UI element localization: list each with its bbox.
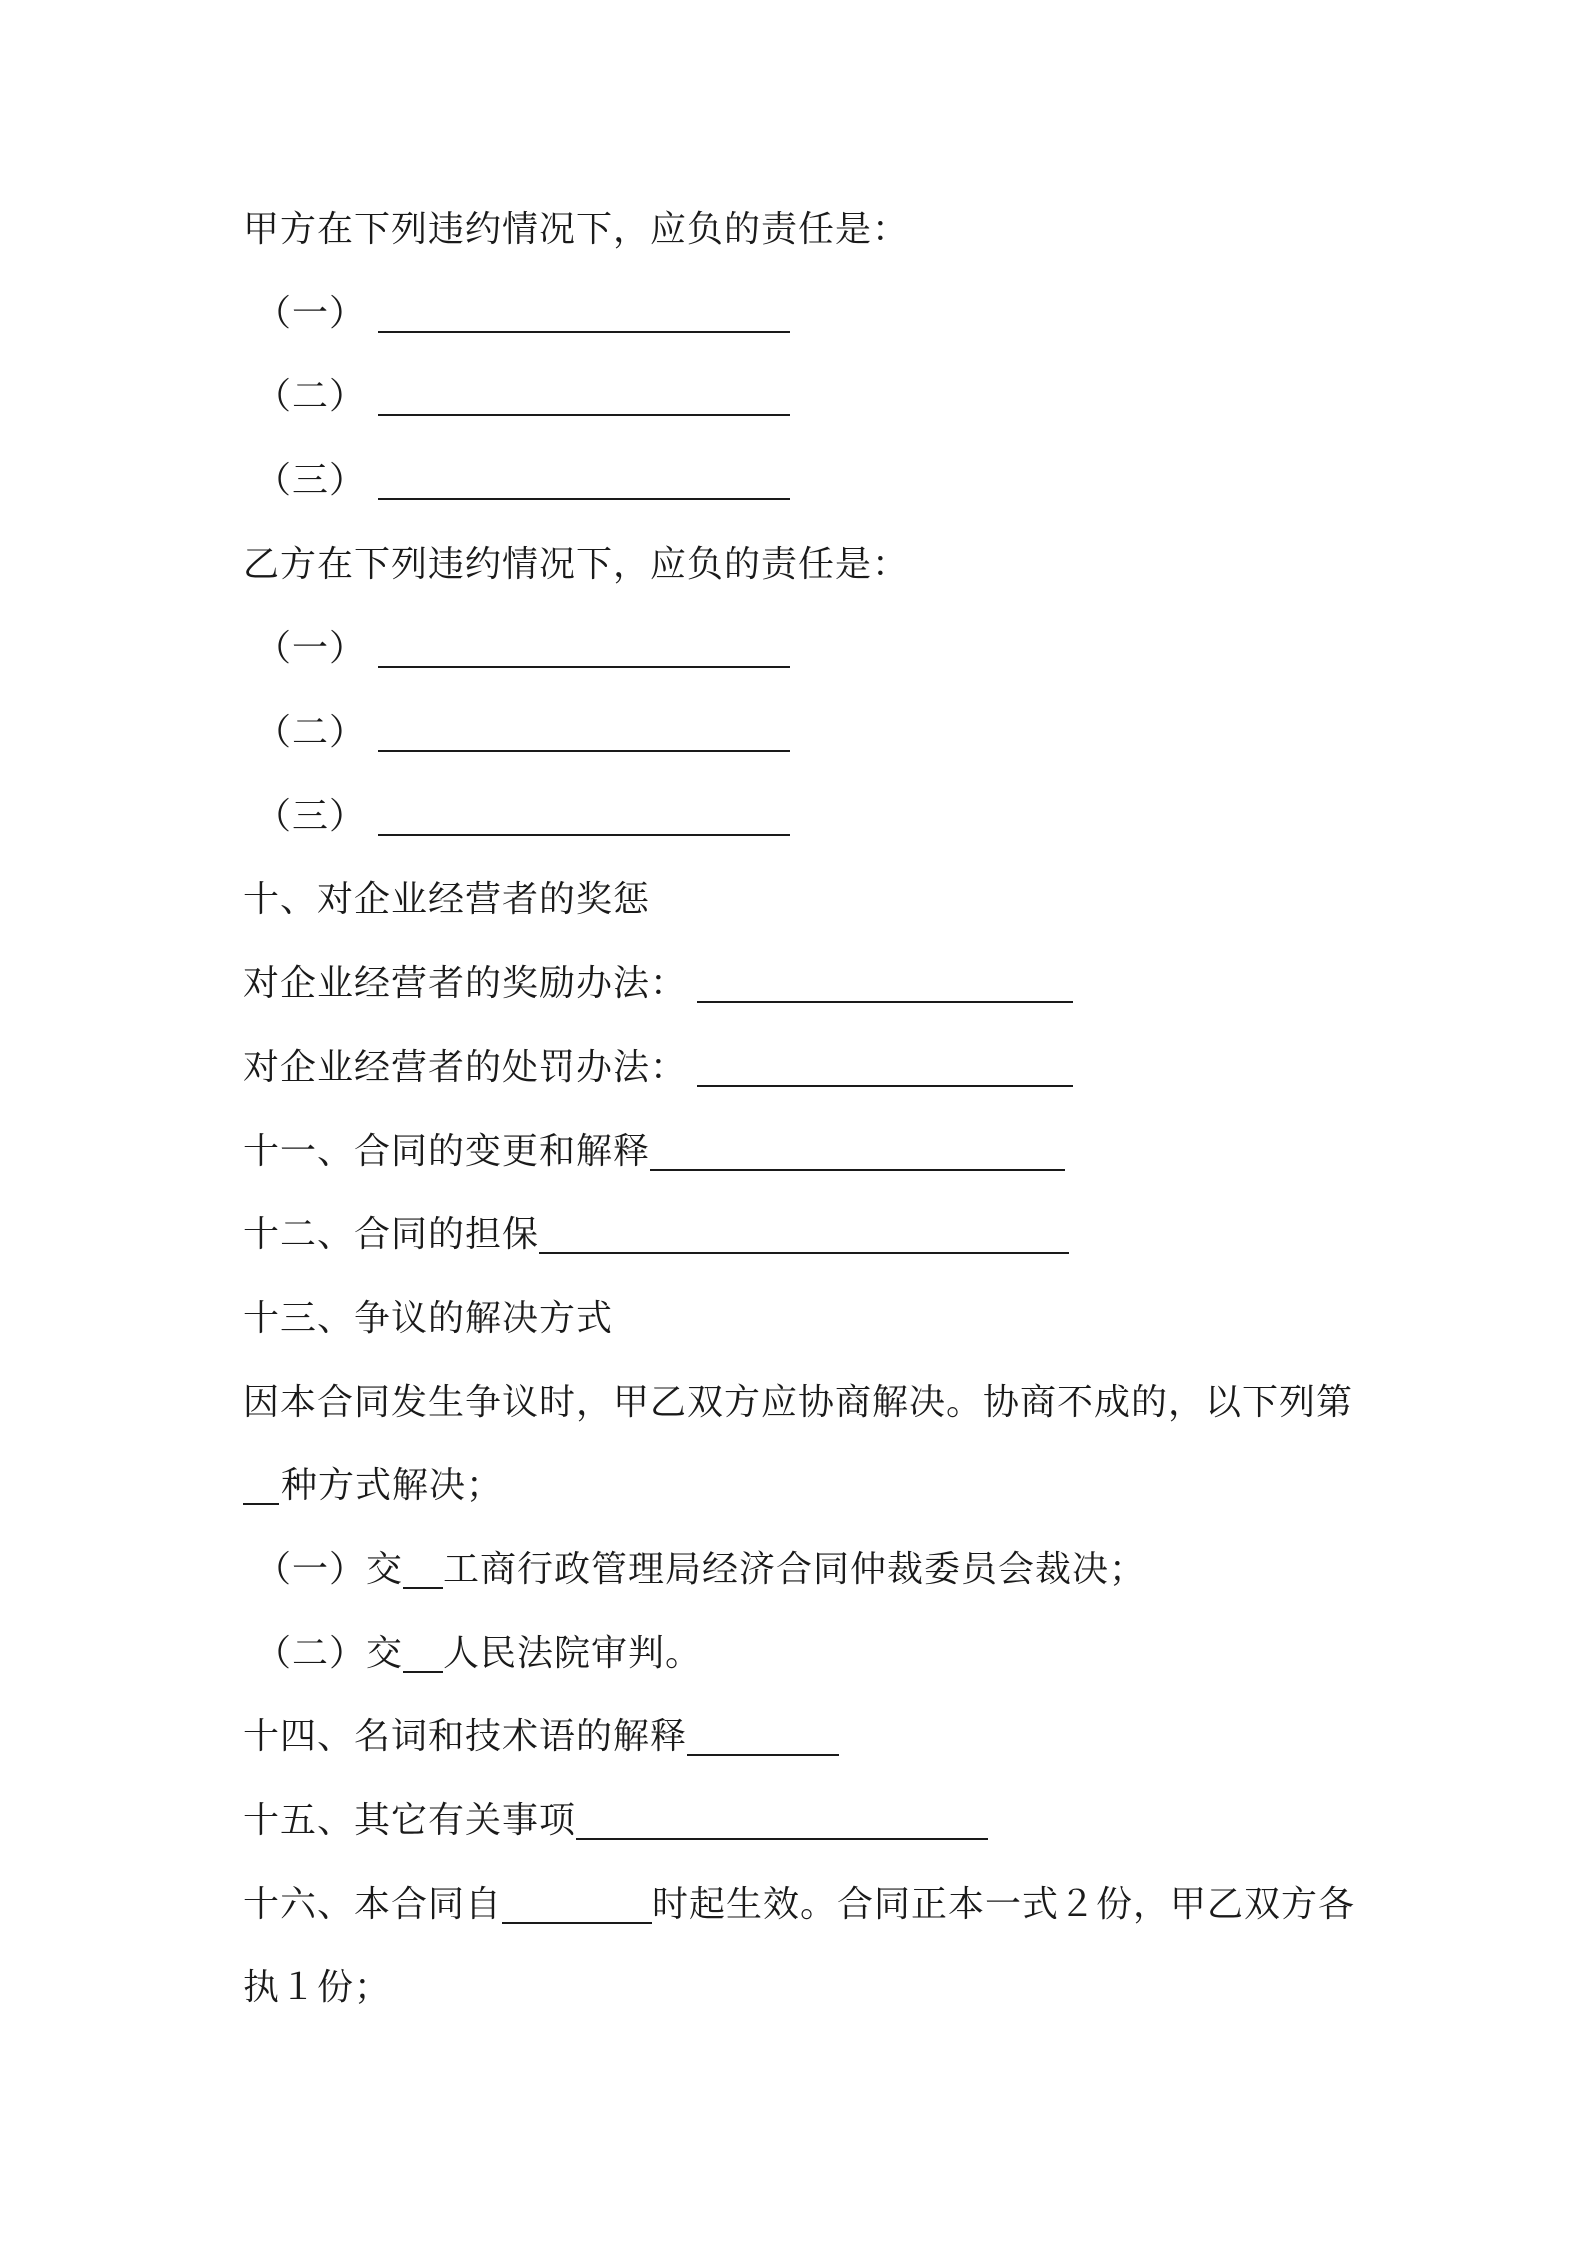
para-text: 种方式解决； (281, 1465, 504, 1506)
item-label: （一） (255, 628, 367, 669)
party-a-item-3 (255, 457, 790, 505)
section-14 (243, 1713, 839, 1761)
section-15 (243, 1797, 988, 1845)
section-12 (243, 1211, 1069, 1259)
section-13-para-line1: 因本合同发生争议时，甲乙双方应协商解决。协商不成的，以下列第 (243, 1382, 1354, 1423)
item-label: （二） (255, 712, 367, 753)
section-16-prefix: 十六、本合同自 (243, 1884, 503, 1925)
section-16-suffix: 时起生效。合同正本一式２份，甲乙双方各 (652, 1884, 1356, 1925)
reward-label: 对企业经营者的奖励办法： (243, 963, 688, 1004)
section-14-title: 十四、名词和技术语的解释 (243, 1716, 688, 1757)
item-label: （三） (255, 796, 367, 837)
section-12-title: 十二、合同的担保 (243, 1214, 540, 1255)
fill-blank[interactable] (378, 798, 790, 836)
section-15-title: 十五、其它有关事项 (243, 1800, 577, 1841)
section-11 (243, 1128, 1065, 1176)
fill-blank[interactable] (378, 630, 790, 668)
item-label: （三） (255, 460, 367, 501)
section-13-para-line2 (243, 1462, 503, 1510)
option-court (255, 1630, 702, 1678)
option-prefix: （一）交 (255, 1549, 404, 1590)
fill-blank[interactable] (378, 295, 790, 333)
option-text: 工商行政管理局经济合同仲裁委员会裁决； (443, 1549, 1147, 1590)
section-10-title: 十、对企业经营者的奖惩 (243, 879, 651, 920)
party-a-item-2 (255, 373, 790, 421)
fill-blank[interactable] (687, 1718, 839, 1756)
fill-blank[interactable] (378, 714, 790, 752)
item-label: （二） (255, 376, 367, 417)
fill-blank[interactable] (502, 1886, 652, 1924)
party-a-heading: 甲方在下列违约情况下，应负的责任是： (243, 209, 910, 250)
party-b-item-1 (255, 625, 790, 673)
party-b-item-3 (255, 793, 790, 841)
fill-blank[interactable] (403, 1635, 443, 1673)
section-16-line2: 执１份； (243, 1967, 392, 2008)
fill-blank[interactable] (697, 965, 1073, 1003)
party-b-item-2 (255, 709, 790, 757)
section-13-title: 十三、争议的解决方式 (243, 1298, 614, 1339)
fill-blank[interactable] (650, 1133, 1065, 1171)
fill-blank[interactable] (697, 1049, 1073, 1087)
party-a-item-1 (255, 290, 790, 338)
fill-blank[interactable] (243, 1467, 279, 1505)
reward-method (243, 960, 1073, 1008)
fill-blank[interactable] (403, 1551, 443, 1589)
section-16-line1 (243, 1881, 1355, 1929)
item-label: （一） (255, 293, 367, 334)
fill-blank[interactable] (378, 462, 790, 500)
section-11-title: 十一、合同的变更和解释 (243, 1131, 651, 1172)
fill-blank[interactable] (378, 378, 790, 416)
party-b-heading: 乙方在下列违约情况下，应负的责任是： (243, 544, 910, 585)
penalty-label: 对企业经营者的处罚办法： (243, 1047, 688, 1088)
fill-blank[interactable] (539, 1216, 1069, 1254)
option-text: 人民法院审判。 (443, 1633, 703, 1674)
fill-blank[interactable] (576, 1802, 988, 1840)
option-prefix: （二）交 (255, 1633, 404, 1674)
penalty-method (243, 1044, 1073, 1092)
option-arbitration (255, 1546, 1146, 1594)
